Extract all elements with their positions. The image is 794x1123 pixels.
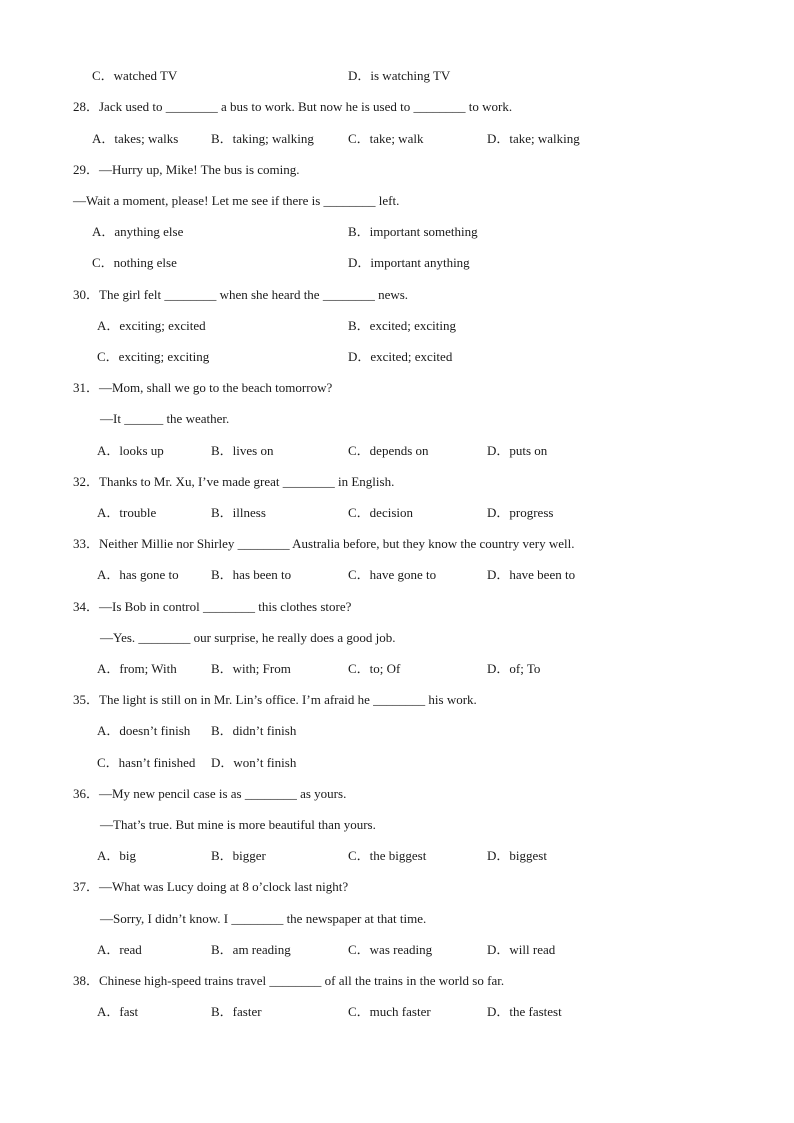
q38-option-b: B．faster bbox=[211, 1004, 262, 1019]
q31-option-c: C．depends on bbox=[348, 443, 429, 458]
q32-option-b: B．illness bbox=[211, 505, 266, 520]
q33-option-b: B．has been to bbox=[211, 567, 292, 582]
q28-option-c: C．take; walk bbox=[348, 131, 424, 146]
q32-option-c: C．decision bbox=[348, 505, 413, 520]
q34-option-c: C．to; Of bbox=[348, 661, 401, 676]
q36-option-a: A．big bbox=[97, 848, 137, 863]
q36-option-d: D．biggest bbox=[487, 848, 547, 863]
q33-stem: 33．Neither Millie nor Shirley ________ Australia before, but they know the country very well. bbox=[73, 536, 575, 551]
q28-option-a: A．takes; walks bbox=[92, 131, 179, 146]
q36-stem-reply: —That’s true. But mine is more beautiful than yours. bbox=[100, 817, 376, 832]
q30-option-c: C．exciting; exciting bbox=[97, 349, 210, 364]
q30-stem: 30．The girl felt ________ when she heard the ________ news. bbox=[73, 287, 409, 302]
q31-stem-reply: —It ______ the weather. bbox=[100, 411, 230, 426]
q28-option-d: D．take; walking bbox=[487, 131, 580, 146]
q36-option-c: C．the biggest bbox=[348, 848, 427, 863]
q37-option-c: C．was reading bbox=[348, 942, 433, 957]
q37-stem: 37．—What was Lucy doing at 8 o’clock last night? bbox=[73, 879, 349, 894]
q29-option-d: D．important anything bbox=[348, 255, 470, 270]
q35-stem: 35．The light is still on in Mr. Lin’s office. I’m afraid he ________ his work. bbox=[73, 692, 477, 707]
q29-option-c: C．nothing else bbox=[92, 255, 177, 270]
q31-option-d: D．puts on bbox=[487, 443, 548, 458]
q37-option-d: D．will read bbox=[487, 942, 556, 957]
q29-stem: 29．—Hurry up, Mike! The bus is coming. bbox=[73, 162, 300, 177]
q28-option-b: B．taking; walking bbox=[211, 131, 314, 146]
q38-stem: 38．Chinese high-speed trains travel ________ of all the trains in the world so far. bbox=[73, 973, 505, 988]
q33-option-c: C．have gone to bbox=[348, 567, 437, 582]
q36-option-b: B．bigger bbox=[211, 848, 266, 863]
q29-option-a: A．anything else bbox=[92, 224, 184, 239]
q37-option-a: A．read bbox=[97, 942, 142, 957]
q33-option-d: D．have been to bbox=[487, 567, 576, 582]
q34-option-a: A．from; With bbox=[97, 661, 177, 676]
q28-stem: 28．Jack used to ________ a bus to work. But now he is used to ________ to work. bbox=[73, 99, 513, 114]
q32-option-a: A．trouble bbox=[97, 505, 157, 520]
q35-option-a: A．doesn’t finish bbox=[97, 723, 191, 738]
q36-stem: 36．—My new pencil case is as ________ as yours. bbox=[73, 786, 347, 801]
q38-option-d: D．the fastest bbox=[487, 1004, 562, 1019]
q27-option-c: C．watched TV bbox=[92, 68, 178, 83]
q35-option-b: B．didn’t finish bbox=[211, 723, 297, 738]
q29-option-b: B．important something bbox=[348, 224, 478, 239]
q31-stem: 31．—Mom, shall we go to the beach tomorrow? bbox=[73, 380, 333, 395]
q31-option-b: B．lives on bbox=[211, 443, 274, 458]
q35-option-d: D．won’t finish bbox=[211, 755, 297, 770]
q31-option-a: A．looks up bbox=[97, 443, 164, 458]
q34-stem-reply: —Yes. ________ our surprise, he really does a good job. bbox=[100, 630, 396, 645]
q34-stem: 34．—Is Bob in control ________ this clothes store? bbox=[73, 599, 352, 614]
q30-option-d: D．excited; excited bbox=[348, 349, 453, 364]
q30-option-a: A．exciting; excited bbox=[97, 318, 206, 333]
q33-option-a: A．has gone to bbox=[97, 567, 179, 582]
q34-option-d: D．of; To bbox=[487, 661, 541, 676]
q30-option-b: B．excited; exciting bbox=[348, 318, 456, 333]
q32-stem: 32．Thanks to Mr. Xu, I’ve made great ________ in English. bbox=[73, 474, 395, 489]
q38-option-c: C．much faster bbox=[348, 1004, 431, 1019]
q35-option-c: C．hasn’t finished bbox=[97, 755, 196, 770]
q32-option-d: D．progress bbox=[487, 505, 554, 520]
q38-option-a: A．fast bbox=[97, 1004, 139, 1019]
q27-option-d: D．is watching TV bbox=[348, 68, 451, 83]
q29-stem-reply: —Wait a moment, please! Let me see if there is ________ left. bbox=[73, 193, 400, 208]
q34-option-b: B．with; From bbox=[211, 661, 291, 676]
q37-option-b: B．am reading bbox=[211, 942, 291, 957]
q37-stem-reply: —Sorry, I didn’t know. I ________ the newspaper at that time. bbox=[100, 911, 427, 926]
